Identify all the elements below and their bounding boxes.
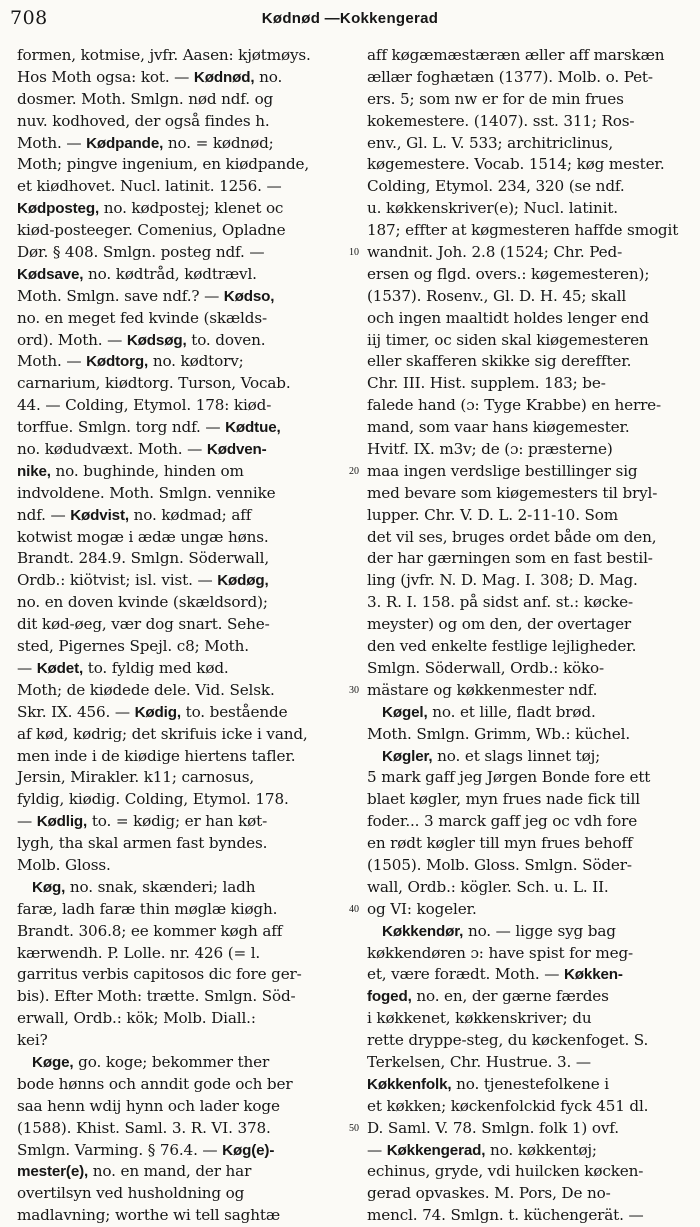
text-line: i køkkenet, køkkenskriver; du xyxy=(367,1009,592,1028)
text-line: madlavning; worthe wi tell saghtæ xyxy=(17,1206,280,1225)
text-line: aff køgæmæstæræn æller aff marskæn xyxy=(367,46,665,64)
text-line: foged, no. en, der gærne færdes xyxy=(367,987,609,1006)
text-line: det vil ses, bruges ordet både om den, xyxy=(367,527,657,546)
text-line: et køkken; køckenfolckid fyck 451 dl. xyxy=(367,1096,649,1115)
text-line: gerad opvaskes. M. Pors, De no- xyxy=(367,1184,611,1203)
text-line: 187; effter at køgmesteren haffde smogit xyxy=(367,221,679,240)
text-line: Terkelsen, Chr. Hustrue. 3. — xyxy=(367,1052,591,1071)
headword: Køgel, xyxy=(382,703,428,721)
text-line: 3. R. I. 158. på sidst anf. st.: køcke- xyxy=(367,593,633,612)
text-line: et kiødhovet. Nucl. latinit. 1256. — xyxy=(17,177,282,196)
text-line: foder... 3 marck gaff jeg oc vdh fore xyxy=(367,812,638,831)
text-line: dit kød-øeg, vær dog snart. Sehe- xyxy=(17,615,270,634)
text-line: Smlgn. Söderwall, Ordb.: köko- xyxy=(367,658,605,677)
headword: Kødposteg, xyxy=(17,200,100,218)
text-line: Hvitf. IX. m3v; de (ɔ: præsterne) xyxy=(367,440,613,459)
text-line: 5 mark gaff jeg Jørgen Bonde fore ett xyxy=(367,768,651,787)
text-line: env., Gl. L. V. 533; architriclinus, xyxy=(367,133,613,152)
text-line: ord). Moth. — Kødsøg, to. doven. xyxy=(17,330,266,349)
text-line: et, være forædt. Moth. — Køkken- xyxy=(367,965,623,984)
text-line: fyldig, kiødig. Colding, Etymol. 178. xyxy=(17,790,289,809)
text-line: eller skafferen skikke sig dereffter. xyxy=(367,352,632,371)
text-line: no. en meget fed kvinde (skælds- xyxy=(17,308,267,327)
text-line: men inde i de kiødige hiertens tafler. xyxy=(17,746,296,765)
line-number: 40 xyxy=(349,904,359,915)
text-line: indvoldene. Moth. Smlgn. vennike xyxy=(17,483,276,502)
text-line: ling (jvfr. N. D. Mag. I. 308; D. Mag. xyxy=(367,571,638,590)
text-line: kærwendh. P. Lolle. nr. 426 (= l. xyxy=(17,943,261,962)
text-line: Køg, no. snak, skænderi; ladh xyxy=(32,877,256,896)
headword: Kødtue, xyxy=(225,419,281,437)
text-line: (1588). Khist. Saml. 3. R. VI. 378. xyxy=(17,1118,271,1137)
text-line: den ved enkelte festlige lejligheder. xyxy=(367,637,637,656)
headword: Kødven- xyxy=(206,441,267,459)
text-line: garritus verbis capitosos dic fore ger- xyxy=(17,965,302,984)
text-line: Smlgn. Varming. § 76.4. — Køg(e)- xyxy=(17,1140,275,1159)
text-line: køgemestere. Vocab. 1514; køg mester. xyxy=(367,155,665,174)
text-line: ers. 5; som nw er for de min frues xyxy=(367,89,624,108)
text-line: formen, kotmise, jvfr. Aasen: kjøtmøys. xyxy=(17,46,311,64)
text-line: og VI: kogeler. xyxy=(367,899,477,918)
headword: Køkkenfolk, xyxy=(367,1075,452,1093)
text-line: Colding, Etymol. 234, 320 (se ndf. xyxy=(367,177,625,196)
text-line: kotwist mogæ i ædæ ungæ høns. xyxy=(17,527,269,546)
text-line: wall, Ordb.: kögler. Sch. u. L. II. xyxy=(367,877,609,896)
line-number: 30 xyxy=(349,685,359,696)
text-line: Chr. III. Hist. supplem. 183; be- xyxy=(367,374,606,393)
headword: Køge, xyxy=(32,1053,74,1071)
text-line: nuv. kodhoved, der også findes h. xyxy=(17,111,270,130)
line-number-gutter xyxy=(347,45,367,1145)
headword: Kødtorg, xyxy=(86,353,149,371)
text-line: med bevare som kiøgemesters til bryl- xyxy=(367,483,658,502)
line-number: 50 xyxy=(349,1123,359,1134)
text-line: och ingen maaltidt holdes lenger end xyxy=(367,308,649,327)
text-line: blaet køgler, myn frues nade fick till xyxy=(367,790,640,809)
text-line: Brandt. 306.8; ee kommer køgh aff xyxy=(17,921,283,940)
headword: nike, xyxy=(17,462,51,480)
text-line: bis). Efter Moth: trætte. Smlgn. Söd- xyxy=(17,987,296,1006)
text-line: Moth; pingve ingenium, en kiødpande, xyxy=(17,155,310,174)
text-line: Brandt. 284.9. Smlgn. Söderwall, xyxy=(17,549,270,568)
text-line: faræ, ladh faræ thin møglæ kiøgh. xyxy=(17,899,278,918)
text-line: — Kødet, to. fyldig med kød. xyxy=(17,658,229,677)
text-line: iij timer, oc siden skal kiøgemesteren xyxy=(367,330,649,349)
page-header xyxy=(0,0,700,40)
left-column xyxy=(17,45,347,1225)
text-line: der har gærningen som en fast bestil- xyxy=(367,549,653,568)
headword: Køkken- xyxy=(563,966,623,984)
text-line: af kød, kødrig; det skrifuis icke i vand, xyxy=(17,724,308,743)
text-line: en rødt køgler till myn frues behoff xyxy=(367,834,633,853)
headword: Kødsøg, xyxy=(126,331,187,349)
text-line: kokemestere. (1407). sst. 311; Ros- xyxy=(367,111,635,130)
text-line: bode hønns och anndit gode och ber xyxy=(17,1074,293,1093)
text-line: falede hand (ɔ: Tyge Krabbe) en herre- xyxy=(367,396,662,415)
text-line: ndf. — Kødvist, no. kødmad; aff xyxy=(17,505,252,524)
headword: Kødso, xyxy=(223,287,275,305)
text-line: 44. — Colding, Etymol. 178: kiød- xyxy=(17,396,272,415)
text-line: overtilsyn ved husholdning og xyxy=(17,1184,245,1203)
text-line: echinus, gryde, vdi huilcken køcken- xyxy=(367,1162,644,1181)
text-line: saa henn wdij hynn och lader koge xyxy=(17,1096,280,1115)
text-line: Dør. § 408. Smlgn. posteg ndf. — xyxy=(17,243,265,262)
text-line: Skr. IX. 456. — Kødig, to. bestående xyxy=(17,702,288,721)
text-line: (1537). Rosenv., Gl. D. H. 45; skall xyxy=(367,286,627,305)
headword: Køkkendør, xyxy=(382,922,464,940)
headword: Kødlig, xyxy=(36,813,88,831)
headword: Kødvist, xyxy=(70,506,129,524)
text-line: Kødposteg, no. kødpostej; klenet oc xyxy=(17,199,284,218)
text-line: Moth. — Kødpande, no. = kødnød; xyxy=(17,133,274,152)
text-line: sted, Pigernes Spejl. c8; Moth. xyxy=(17,637,249,656)
text-line: Moth; de kiødede dele. Vid. Selsk. xyxy=(17,680,275,699)
text-line: — Køkkengerad, no. køkkentøj; xyxy=(367,1140,597,1159)
line-number: 10 xyxy=(349,247,359,258)
text-line: Køkkendør, no. — ligge syg bag xyxy=(382,921,616,940)
text-line: Hos Moth ogsa: kot. — Kødnød, no. xyxy=(17,67,283,86)
headword: mester(e), xyxy=(17,1163,89,1181)
text-line: Køkkenfolk, no. tjenestefolkene i xyxy=(367,1074,610,1093)
text-line: nike, no. bughinde, hinden om xyxy=(17,461,244,480)
headword: Kødpande, xyxy=(86,134,164,152)
text-line: mester(e), no. en mand, der har xyxy=(17,1162,252,1181)
headword: Kødet, xyxy=(36,659,84,677)
headword: Kødig, xyxy=(134,703,181,721)
headword: Køkkengerad, xyxy=(386,1141,486,1159)
text-line: Køgler, no. et slags linnet tøj; xyxy=(382,746,601,765)
text-line: Moth. Smlgn. save ndf.? — Kødso, xyxy=(17,286,275,305)
text-line: Moth. Smlgn. Grimm, Wb.: küchel. xyxy=(367,724,631,743)
text-line: mencl. 74. Smlgn. t. küchengerät. — xyxy=(367,1206,644,1225)
text-line: mand, som vaar hans kiøgemester. xyxy=(367,418,630,437)
text-line: køkkendøren ɔ: have spist for meg- xyxy=(367,943,634,962)
running-head: Kødnød —Kokkengerad xyxy=(261,10,439,27)
text-line: kiød-posteeger. Comenius, Opladne xyxy=(17,221,286,240)
text-line: lygh, tha skal armen fast byndes. xyxy=(17,834,268,853)
text-line: meyster) og om den, der overtager xyxy=(367,615,632,634)
headword: Køg, xyxy=(32,878,66,896)
text-line: rette dryppe-steg, du køckenfoget. S. xyxy=(367,1031,649,1050)
page-number: 708 xyxy=(10,7,48,29)
text-line: Moth. — Kødtorg, no. kødtorv; xyxy=(17,352,244,371)
text-line: torffue. Smlgn. torg ndf. — Kødtue, xyxy=(17,418,281,437)
text-line: ællær foghætæn (1377). Molb. o. Pet- xyxy=(367,67,653,86)
text-line: kei? xyxy=(17,1031,48,1050)
text-line: carnarium, kiødtorg. Turson, Vocab. xyxy=(17,374,291,393)
text-line: mästare og køkkenmester ndf. xyxy=(367,680,598,699)
text-line: Køgel, no. et lille, fladt brød. xyxy=(382,702,596,721)
text-line: erwall, Ordb.: kök; Molb. Diall.: xyxy=(17,1009,256,1028)
text-line: lupper. Chr. V. D. L. 2-11-10. Som xyxy=(367,505,619,524)
text-line: Molb. Gloss. xyxy=(17,855,111,874)
text-line: — Kødlig, to. = kødig; er han køt- xyxy=(17,812,268,831)
text-line: ersen og flgd. overs.: køgemesteren); xyxy=(367,264,650,283)
text-line: maa ingen verdslige bestillinger sig xyxy=(367,461,638,480)
headword: Kødøg, xyxy=(217,572,269,590)
text-line: Jersin, Mirakler. k11; carnosus, xyxy=(17,768,255,787)
text-line: D. Saml. V. 78. Smlgn. folk 1) ovf. xyxy=(367,1118,619,1137)
text-line: Køge, go. koge; bekommer ther xyxy=(32,1052,270,1071)
headword: Køg(e)- xyxy=(222,1141,275,1159)
headword: foged, xyxy=(367,988,412,1006)
text-line: no. kødudvæxt. Moth. — Kødven- xyxy=(17,440,267,459)
text-line: (1505). Molb. Gloss. Smlgn. Söder- xyxy=(367,855,632,874)
text-line: wandnit. Joh. 2.8 (1524; Chr. Ped- xyxy=(367,243,623,262)
text-line: Kødsave, no. kødtråd, kødtrævl. xyxy=(17,264,257,283)
line-number: 20 xyxy=(349,466,359,477)
right-column xyxy=(367,45,693,1225)
headword: Køgler, xyxy=(382,747,433,765)
text-line: no. en doven kvinde (skældsord); xyxy=(17,593,268,612)
headword: Kødnød, xyxy=(193,68,255,86)
headword: Kødsave, xyxy=(17,265,84,283)
text-line: u. køkkenskriver(e); Nucl. latinit. xyxy=(367,199,618,218)
text-line: dosmer. Moth. Smlgn. nød ndf. og xyxy=(17,89,274,108)
text-line: Ordb.: kiötvist; isl. vist. — Kødøg, xyxy=(17,571,269,590)
